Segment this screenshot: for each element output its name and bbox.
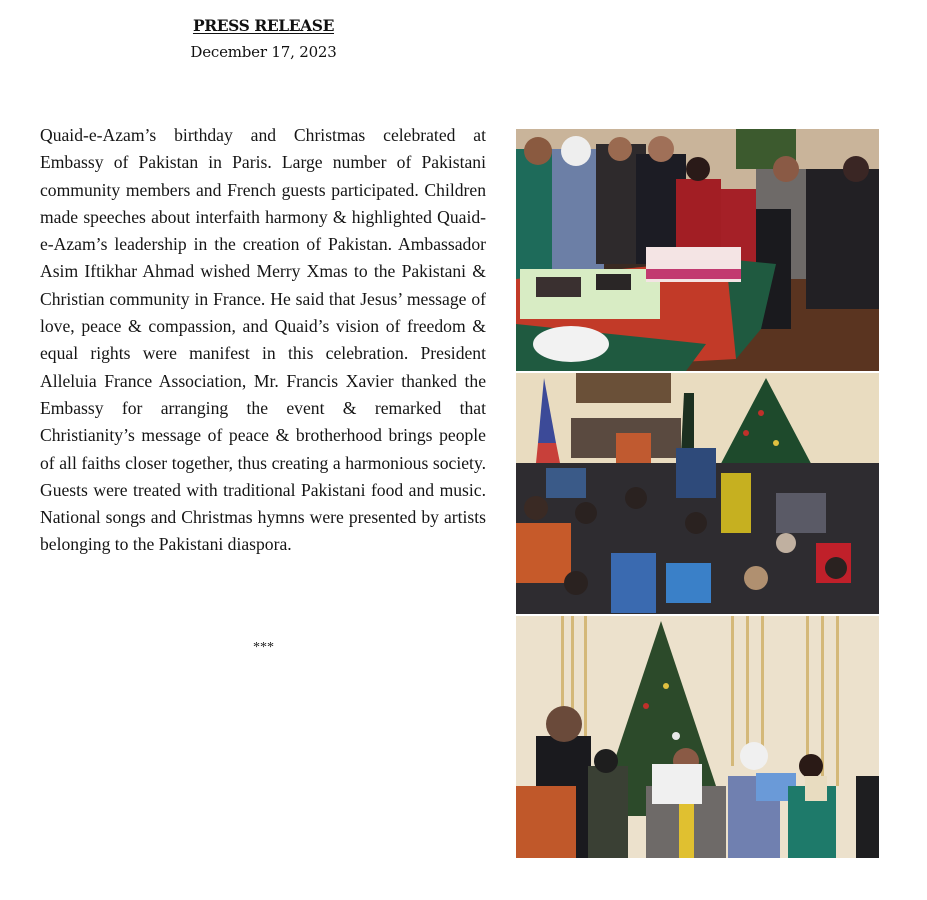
audience-hall-image	[516, 373, 879, 614]
press-release-title: PRESS RELEASE	[192, 16, 335, 35]
press-release-body: Quaid-e-Azam’s birthday and Christmas celebrated at Embassy of Pakistan in Paris. Large number of Pakistani community members and French guests participated. Children made speeches about interfaith harmony & highlighted Quaid-e-Azam’s leadership in the creation of Pakistan. Ambassador Asim Iftikhar Ahmad wished Merry Xmas to the Pakistani & Christian community in France. He said that Jesus’ message of love, peace & compassion, and Quaid’s vision of freedom & equal rights were manifest in this celebration. President Alleluia France Association, Mr. Francis Xavier thanked the Embassy for arranging the event & remarked that Christianity’s message of peace & brotherhood brings people of all faiths closer together, thus creating a harmonious society. Guests were treated with traditional Pakistani food and music. National songs and Christmas hymns were presented by artists belonging to the Pakistani diaspora.	[40, 125, 486, 555]
press-release-header	[0, 14, 527, 66]
cake-cutting-image	[516, 129, 879, 371]
release-date: December 17, 2023	[190, 43, 337, 61]
photo-children-presenting	[516, 616, 879, 858]
children-presenting-image	[516, 616, 879, 858]
end-separator: ***	[253, 640, 274, 655]
photo-cake-cutting	[516, 129, 879, 371]
photo-audience-hall	[516, 373, 879, 614]
